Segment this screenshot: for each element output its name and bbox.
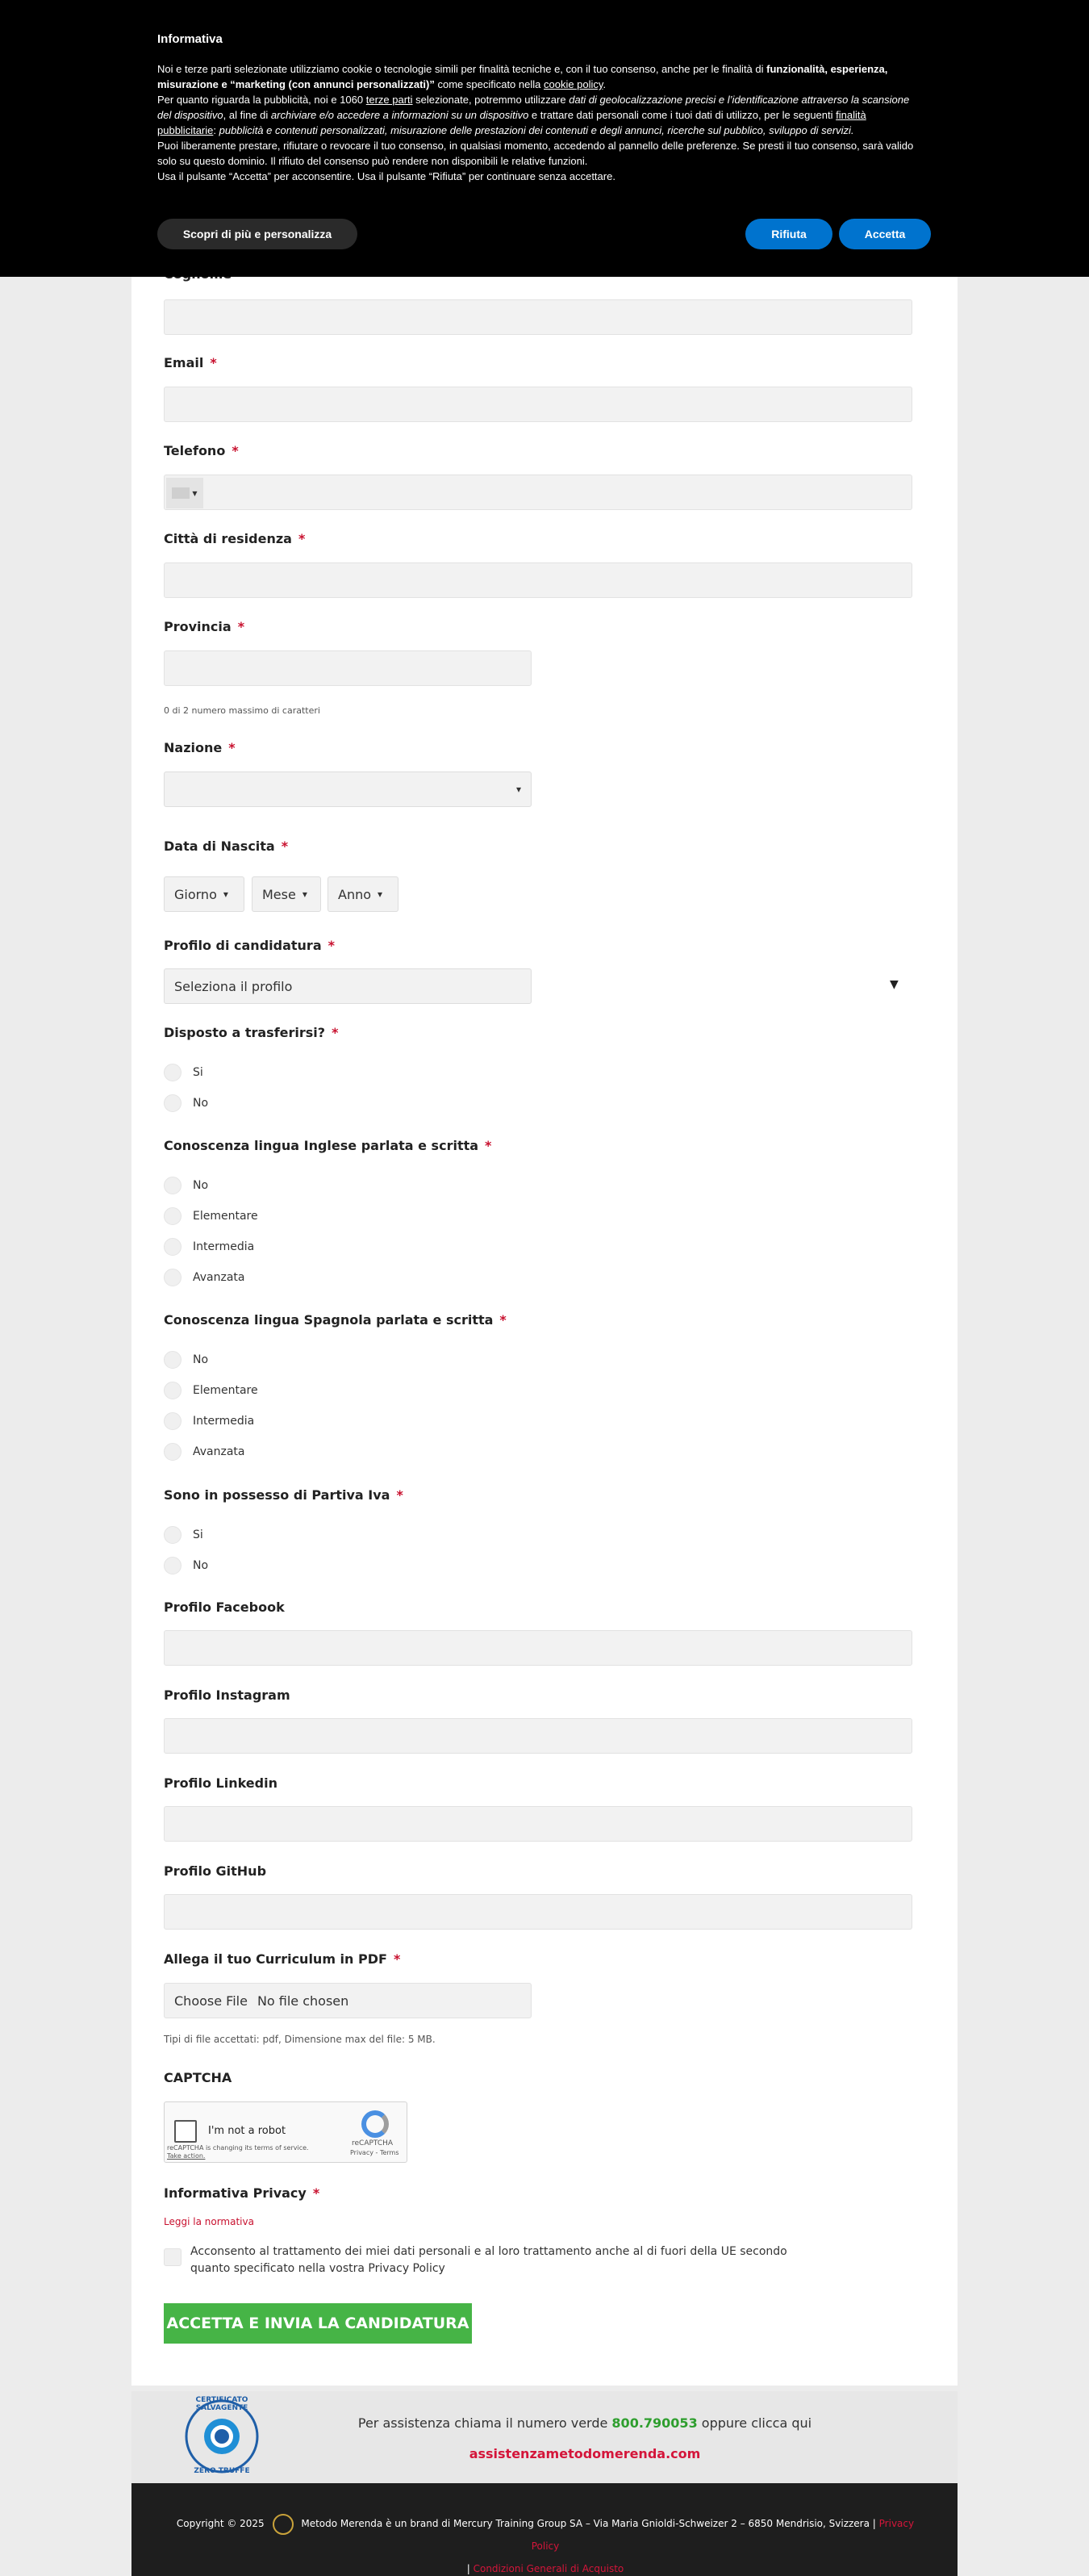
cookie-policy-link[interactable]: cookie policy [543, 78, 603, 90]
linkedin-input[interactable] [164, 1806, 912, 1842]
radio-spagnola-avanzata[interactable]: Avanzata [164, 1443, 245, 1461]
linkedin-label: Profilo Linkedin [164, 1775, 277, 1791]
facebook-label: Profilo Facebook [164, 1600, 285, 1615]
accept-button[interactable]: Accetta [839, 219, 931, 249]
radio-circle[interactable] [164, 1269, 182, 1286]
anno-select[interactable]: Anno ▾ [328, 876, 398, 912]
email-input[interactable] [164, 387, 912, 422]
caret-down-icon[interactable]: ▼ [890, 978, 899, 991]
spagnola-label: Conoscenza lingua Spagnola parlata e scritta * [164, 1312, 507, 1328]
telefono-input[interactable] [164, 475, 912, 510]
radio-circle[interactable] [164, 1094, 182, 1112]
learn-more-button[interactable]: Scopri di più e personalizza [157, 219, 357, 249]
radio-trasferirsi-si[interactable]: Si [164, 1064, 203, 1081]
conditions-link[interactable]: Condizioni Generali di Acquisto [473, 2563, 624, 2574]
captcha-brand: reCAPTCHA [352, 2139, 394, 2147]
mese-select[interactable]: Mese ▾ [252, 876, 321, 912]
privacy-policy-link[interactable]: Privacy Policy [531, 2518, 915, 2552]
third-parties-link[interactable]: terze parti [365, 94, 413, 106]
cookie-banner-text: Noi e terze parti selezionate utilizziamo cookie o tecnologie simili per finalità tecniche e, con il tuo consenso, anche per le finalità di funzionalità, esperienza, misurazione e “marketing (con annunci personalizzati)” come specificato nella cookie policy. Per quanto riguarda la pubblicità, noi e 1060 terze parti selezionate, potremmo utilizzare dati di geolocalizzazione precisi e l’identificazione attraverso la scansione del dispositivo, al fine di archiviare e/o accedere a informazioni su un dispositivo e trattare dati personali come i tuoi dati di utilizzo, per le seguenti finalità pubblicitarie: pubblicità e contenuti personalizzati, misurazione delle prestazioni dei contenuti e degli annunci, ricerche sul pubblico, sviluppo di servizi. Puoi liberamente prestare, rifiutare o revocare il tuo consenso, in qualsiasi momento, accedendo al pannello delle preferenze. Se presti il tuo consenso, sarà valido solo su questo dominio. Il rifiuto del consenso può rendere non disponibili le relative funzioni. Usa il pulsante “Accetta” per acconsentire. Usa il pulsante “Rifiuta” per continuare senza accettare. [157, 63, 914, 182]
radio-circle[interactable] [164, 1351, 182, 1369]
recaptcha-logo-icon [361, 2110, 389, 2138]
recaptcha-widget [164, 2101, 407, 2163]
radio-iva-si[interactable]: Si [164, 1526, 203, 1544]
radio-iva-no[interactable]: No [164, 1557, 208, 1574]
privacy-consent-text: Acconsento al trattamento dei miei dati personali e al loro trattamento anche al di fuori della UE secondo quanto specificato nella vostra Privacy Policy [190, 2245, 787, 2275]
metodo-merenda-logo-icon [273, 2514, 294, 2535]
assist-text: Per assistenza chiama il numero verde 800.790053 oppure clicca qui [357, 2415, 812, 2431]
radio-spagnola-elementare[interactable]: Elementare [164, 1382, 258, 1399]
captcha-notice: reCAPTCHA is changing its terms of service. [167, 2144, 309, 2152]
radio-spagnola-intermedia[interactable]: Intermedia [164, 1412, 254, 1430]
provincia-hint: 0 di 2 numero massimo di caratteri [164, 705, 320, 716]
captcha-terms[interactable]: Privacy - Terms [350, 2149, 399, 2156]
trasferirsi-label: Disposto a trasferirsi? * [164, 1025, 339, 1040]
radio-inglese-intermedia[interactable]: Intermedia [164, 1238, 254, 1256]
email-label: Email * [164, 355, 217, 370]
copyright-text: Copyright © 2025 Metodo Merenda è un brand di Mercury Training Group SA – Via Maria Gnioldi-Schweizer 2 – 6850 Mendrisio, Svizzera | Privacy Policy | Condizioni Generali di Acquisto [166, 2512, 924, 2576]
facebook-input[interactable] [164, 1630, 912, 1666]
giorno-select[interactable]: Giorno ▾ [164, 876, 244, 912]
copyright-footer [131, 2483, 958, 2576]
radio-circle[interactable] [164, 1177, 182, 1194]
assist-email-link[interactable]: assistenzametodomerenda.com [469, 2446, 701, 2461]
radio-inglese-no[interactable]: No [164, 1177, 208, 1194]
radio-circle[interactable] [164, 1526, 182, 1544]
submit-button[interactable]: ACCETTA E INVIA LA CANDIDATURA [164, 2303, 472, 2344]
inglese-label: Conoscenza lingua Inglese parlata e scritta * [164, 1138, 492, 1153]
badge-bottom-text: ZERO TRUFFE [194, 2467, 250, 2475]
radio-circle[interactable] [164, 1382, 182, 1399]
chevron-down-icon: ▾ [515, 784, 521, 795]
radio-circle[interactable] [164, 1443, 182, 1461]
nazione-label: Nazione * [164, 740, 236, 755]
chevron-down-icon: ▾ [223, 889, 228, 900]
radio-spagnola-no[interactable]: No [164, 1351, 208, 1369]
privacy-checkbox[interactable] [164, 2248, 182, 2266]
chevron-down-icon: ▾ [302, 889, 307, 900]
cv-file-input[interactable] [164, 1983, 532, 2018]
radio-inglese-elementare[interactable]: Elementare [164, 1207, 258, 1225]
github-input[interactable] [164, 1894, 912, 1930]
profilo-select[interactable]: Seleziona il profilo [164, 968, 532, 1004]
captcha-label: CAPTCHA [164, 2070, 232, 2085]
cookie-banner [0, 0, 1089, 277]
radio-circle[interactable] [164, 1557, 182, 1574]
phone-number[interactable]: 800.790053 [611, 2415, 698, 2431]
no-file-text: No file chosen [257, 1993, 349, 2009]
ad-purposes-link[interactable]: finalità pubblicitarie [157, 109, 866, 136]
flag-icon [172, 487, 190, 499]
cv-label: Allega il tuo Curriculum in PDF * [164, 1951, 401, 1967]
profilo-label: Profilo di candidatura * [164, 938, 335, 953]
instagram-input[interactable] [164, 1718, 912, 1754]
captcha-take-action[interactable]: Take action. [167, 2152, 206, 2160]
iva-label: Sono in possesso di Partiva Iva * [164, 1487, 403, 1503]
instagram-label: Profilo Instagram [164, 1687, 290, 1703]
privacy-label: Informativa Privacy * [164, 2185, 320, 2201]
choose-file-button[interactable]: Choose File [174, 1993, 248, 2009]
telefono-label: Telefono * [164, 443, 239, 458]
country-flag-selector[interactable] [166, 478, 203, 508]
chevron-down-icon: ▼ [192, 489, 198, 497]
radio-circle[interactable] [164, 1064, 182, 1081]
cognome-input[interactable] [164, 299, 912, 335]
radio-trasferirsi-no[interactable]: No [164, 1094, 208, 1112]
radio-circle[interactable] [164, 1412, 182, 1430]
captcha-text: I'm not a robot [208, 2125, 286, 2137]
form-card [131, 0, 958, 2386]
citta-label: Città di residenza * [164, 531, 306, 546]
cv-hint: Tipi di file accettati: pdf, Dimensione max del file: 5 MB. [164, 2034, 436, 2045]
citta-input[interactable] [164, 562, 912, 598]
radio-inglese-avanzata[interactable]: Avanzata [164, 1269, 245, 1286]
reject-button[interactable]: Rifiuta [745, 219, 832, 249]
github-label: Profilo GitHub [164, 1863, 267, 1879]
provincia-input[interactable] [164, 650, 532, 686]
radio-circle[interactable] [164, 1238, 182, 1256]
cookie-banner-title: Informativa [157, 32, 223, 46]
nascita-label: Data di Nascita * [164, 838, 289, 854]
privacy-link[interactable]: Leggi la normativa [164, 2216, 254, 2227]
nazione-select[interactable] [164, 772, 532, 807]
assist-footer [131, 2391, 958, 2483]
provincia-label: Provincia * [164, 619, 245, 634]
badge-top-text: CERTIFICATO SALVAGENTE [195, 2396, 248, 2412]
radio-circle[interactable] [164, 1207, 182, 1225]
captcha-checkbox[interactable] [174, 2120, 197, 2143]
chevron-down-icon: ▾ [378, 889, 383, 900]
